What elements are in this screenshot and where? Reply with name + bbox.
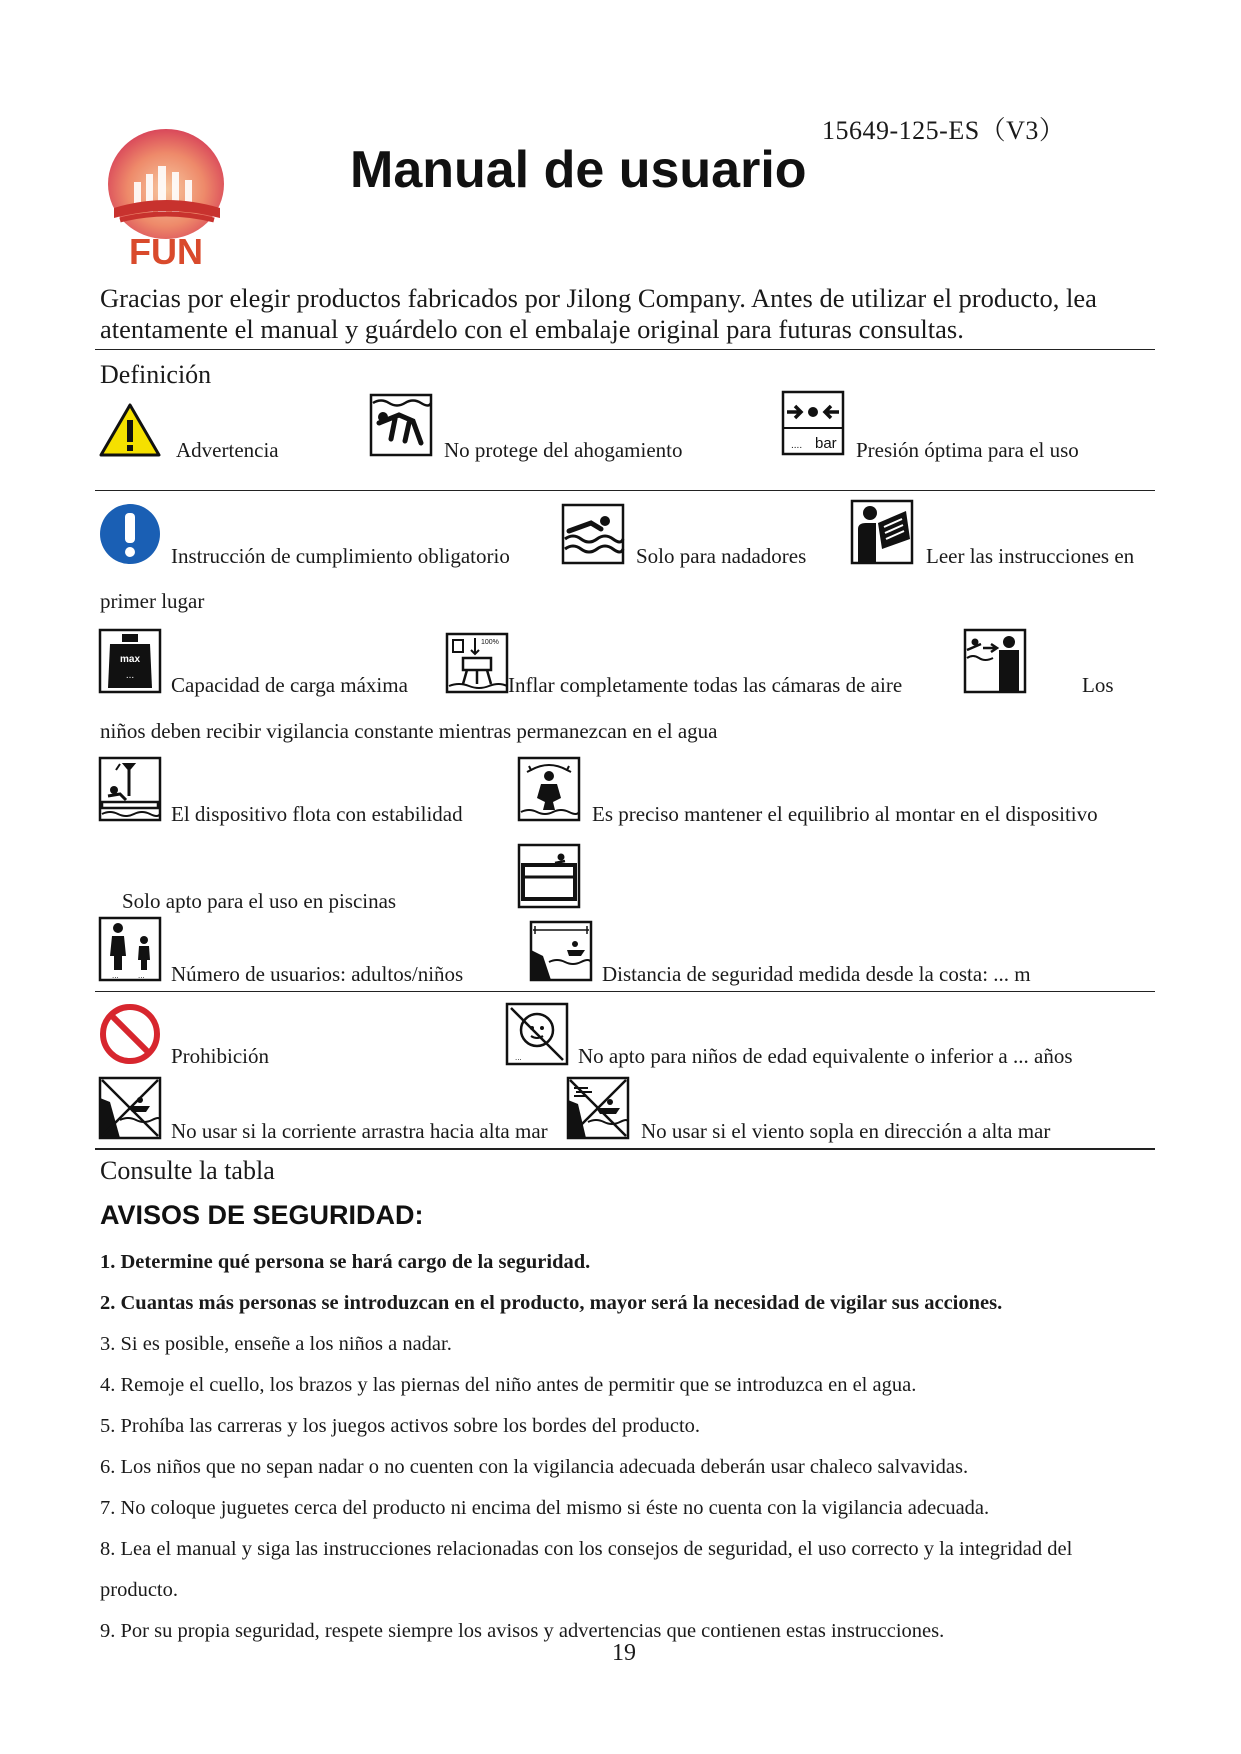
label-max-load: Capacidad de carga máxima [171,673,408,697]
intro-line-2: atentamente el manual y guárdelo con el embalaje original para futuras consultas. [100,314,964,344]
inflate-fully-icon [445,632,509,694]
safety-item: 4. Remoje el cuello, los brazos y las piernas del niño antes de permitir que se introduzca en el agua. [100,1374,917,1396]
child-supervision-icon [963,628,1027,694]
svg-text:FUN: FUN [129,231,203,272]
svg-text:...: ... [138,971,145,980]
label-warning: Advertencia [176,438,279,462]
label-optimal-pressure: Presión óptima para el uso [856,438,1079,462]
safety-item: 1. Determine qué persona se hará cargo de la seguridad. [100,1251,591,1273]
safety-item: 8. Lea el manual y siga las instrucciones relacionadas con los consejos de seguridad, el uso correcto y la integridad del [100,1538,1073,1560]
label-balance: Es preciso mantener el equilibrio al montar en el dispositivo [592,802,1098,826]
label-floats: El dispositivo flota con estabilidad [171,802,463,826]
brand-logo [100,122,235,272]
label-age: No apto para niños de edad equivalente o inferior a ... años [578,1044,1073,1068]
intro-paragraph [100,283,1160,345]
safety-item: 9. Por su propia seguridad, respete siempre los avisos y advertencias que contienen estas instrucciones. [100,1620,945,1642]
svg-text:....: .... [791,440,803,451]
shore-distance-icon [529,920,593,982]
optimal-pressure-icon [781,390,845,456]
intro-line-1: Gracias por elegir productos fabricados por Jilong Company. Antes de utilizar el producto, lea [100,283,1097,313]
label-supervision-b: niños deben recibir vigilancia constante mientras permanezcan en el agua [100,719,718,743]
divider [95,349,1155,350]
label-swimmers: Solo para nadadores [636,544,807,568]
read-instructions-icon [850,499,914,565]
floats-stable-icon [98,756,162,822]
svg-text:100%: 100% [481,639,499,646]
svg-text:...: ... [112,971,119,980]
svg-text:bar: bar [815,435,837,452]
label-no-drowning: No protege del ahogamiento [444,438,683,462]
mandatory-instruction-icon [98,502,162,566]
offshore-wind-icon [566,1076,630,1140]
warning-triangle-icon [98,402,162,458]
label-wind: No usar si el viento sopla en dirección a alta mar [641,1119,1051,1143]
safety-item: producto. [100,1579,178,1601]
label-mandatory: Instrucción de cumplimiento obligatorio [171,544,510,568]
prohibition-icon [98,1002,162,1066]
max-load-icon [98,628,162,694]
consult-table-heading: Consulte la tabla [100,1156,275,1185]
no-drowning-protection-icon [369,393,433,457]
safety-item: 3. Si es posible, enseñe a los niños a nadar. [100,1333,452,1355]
label-prohibition: Prohibición [171,1044,269,1068]
divider [95,490,1155,491]
age-restriction-icon [505,1002,569,1066]
svg-text:...: ... [515,1053,522,1062]
label-read-first-b: primer lugar [100,589,205,613]
label-inflate: Inflar completamente todas las cámaras de aire [508,673,903,697]
users-adults-children-icon [98,916,162,982]
safety-item: 5. Prohíba las carreras y los juegos activos sobre los bordes del producto. [100,1415,701,1437]
safety-item: 6. Los niños que no sepan nadar o no cuenten con la vigilancia adecuada deberán usar chaleco salvavidas. [100,1456,969,1478]
page-title: Manual de usuario [350,141,807,199]
svg-text:max: max [119,654,141,665]
divider [95,1148,1155,1150]
label-pools: Solo apto para el uso en piscinas [122,889,397,913]
page-number: 19 [612,1640,636,1666]
document-code: 15649-125-ES（V3） [822,116,1066,145]
offshore-current-icon [98,1076,162,1140]
svg-text:...: ... [125,670,135,681]
pools-only-icon [517,843,581,909]
safety-item: 7. No coloque juguetes cerca del producto ni encima del mismo si éste no cuenta con la vigilancia adecuada. [100,1497,990,1519]
safety-item: 2. Cuantas más personas se introduzcan en el producto, mayor será la necesidad de vigilar sus acciones. [100,1292,1003,1314]
label-distance: Distancia de seguridad medida desde la costa: ... m [602,962,1031,986]
label-read-first-a: Leer las instrucciones en [926,544,1135,568]
label-current: No usar si la corriente arrastra hacia alta mar [171,1119,548,1143]
label-supervision-a: Los [1082,673,1114,697]
divider [95,991,1155,992]
definition-heading: Definición [100,360,212,389]
balance-required-icon [517,756,581,822]
swimmers-only-icon [561,503,625,565]
safety-notices-title: AVISOS DE SEGURIDAD: [100,1200,424,1230]
label-users: Número de usuarios: adultos/niños [171,962,464,986]
